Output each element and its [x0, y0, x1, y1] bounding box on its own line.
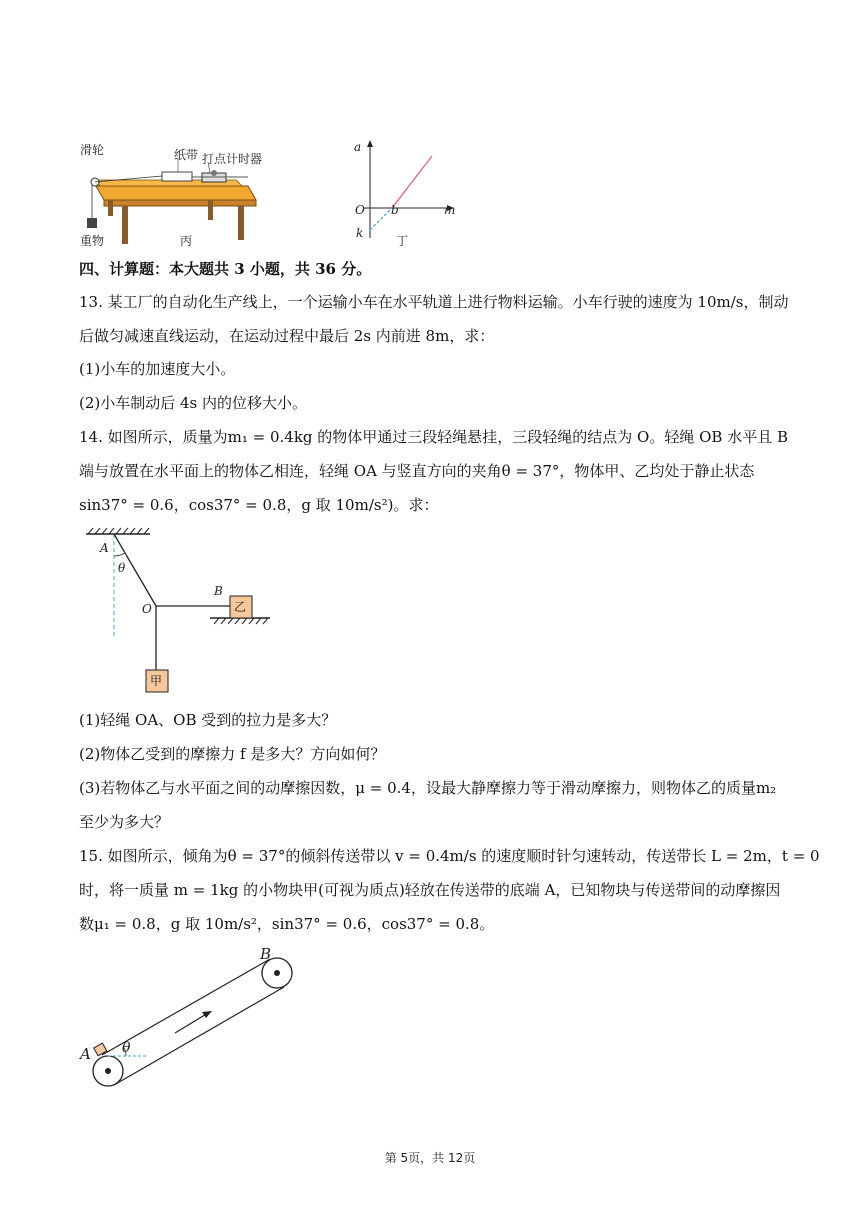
label-weight: 重物 — [80, 234, 105, 248]
q14-part-1: (1)轻绳 OA、OB 受到的拉力是多大？ — [79, 711, 337, 729]
q15-conveyor-figure — [80, 945, 310, 1095]
q14-line-2: 端与放置在水平面上的物体乙相连，轻绳 OA 与竖直方向的夹角θ = 37°，物体甲、乙均处于静止状态 — [79, 462, 755, 480]
q14-block-yi: 乙 — [234, 600, 247, 614]
q15-point-a: A — [80, 1045, 91, 1063]
axis-m-label: m — [444, 203, 456, 217]
q14-part-2: (2)物体乙受到的摩擦力 f 是多大？方向如何？ — [79, 745, 386, 763]
caption-bing: 丙 — [180, 234, 193, 248]
origin-label: O — [355, 203, 365, 217]
q13-part-2: (2)小车制动后 4s 内的位移大小。 — [79, 394, 308, 412]
q14-block-jia: 甲 — [150, 674, 163, 688]
q15-theta-label: θ — [122, 1040, 131, 1056]
q15-point-b: B — [260, 945, 272, 963]
section-heading: 四、计算题：本大题共 3 小题，共 36 分。 — [79, 260, 372, 278]
q15-line-3: 数μ₁ = 0.8，g 取 10m/s²，sin37° = 0.6，cos37° = 0.8。 — [79, 915, 495, 933]
label-pulley: 滑轮 — [80, 143, 105, 157]
q15-line-1: 15. 如图所示，倾角为θ = 37°的倾斜传送带以 v = 0.4m/s 的速度顺时针匀速转动，传送带长 L = 2m，t = 0 — [79, 847, 820, 865]
label-dot-timer: 打点计时器 — [202, 152, 263, 166]
q14-figure — [80, 524, 280, 696]
point-k-label: k — [356, 226, 364, 240]
q14-line-3: sin37° = 0.6，cos37° = 0.8，g 取 10m/s²)。求： — [79, 496, 439, 514]
page-footer: 第 5页，共 12页 — [384, 1151, 476, 1165]
q13-line-1: 13. 某工厂的自动化生产线上，一个运输小车在水平轨道上进行物料运输。小车行驶的速度为 10m/s，制动 — [79, 293, 789, 311]
q14-point-a: A — [100, 541, 109, 555]
q14-point-b: B — [214, 584, 223, 598]
q14-line-1: 14. 如图所示，质量为m₁ = 0.4kg 的物体甲通过三段轻绳悬挂，三段轻绳的结点为 O。轻绳 OB 水平且 B — [79, 428, 788, 446]
q13-line-2: 后做匀减速直线运动，在运动过程中最后 2s 内前进 8m，求： — [79, 327, 495, 345]
q15-line-2: 时，将一质量 m = 1kg 的小物块甲(可视为质点)轻放在传送带的底端 A，已知物块与传送带间的动摩擦因 — [79, 881, 781, 899]
label-paper-tape: 纸带 — [174, 148, 199, 162]
q14-point-o: O — [142, 602, 152, 616]
caption-ding: 丁 — [396, 234, 409, 248]
q13-part-1: (1)小车的加速度大小。 — [79, 360, 236, 378]
q14-part-3-line-1: (3)若物体乙与水平面之间的动摩擦因数，μ = 0.4，设最大静摩擦力等于滑动摩擦力，则物体乙的质量m₂ — [79, 779, 777, 797]
q14-part-3-line-2: 至少为多大？ — [79, 813, 170, 831]
q14-theta-label: θ — [118, 561, 126, 575]
axis-a-label: a — [354, 140, 362, 154]
point-b-label: b — [391, 203, 399, 217]
